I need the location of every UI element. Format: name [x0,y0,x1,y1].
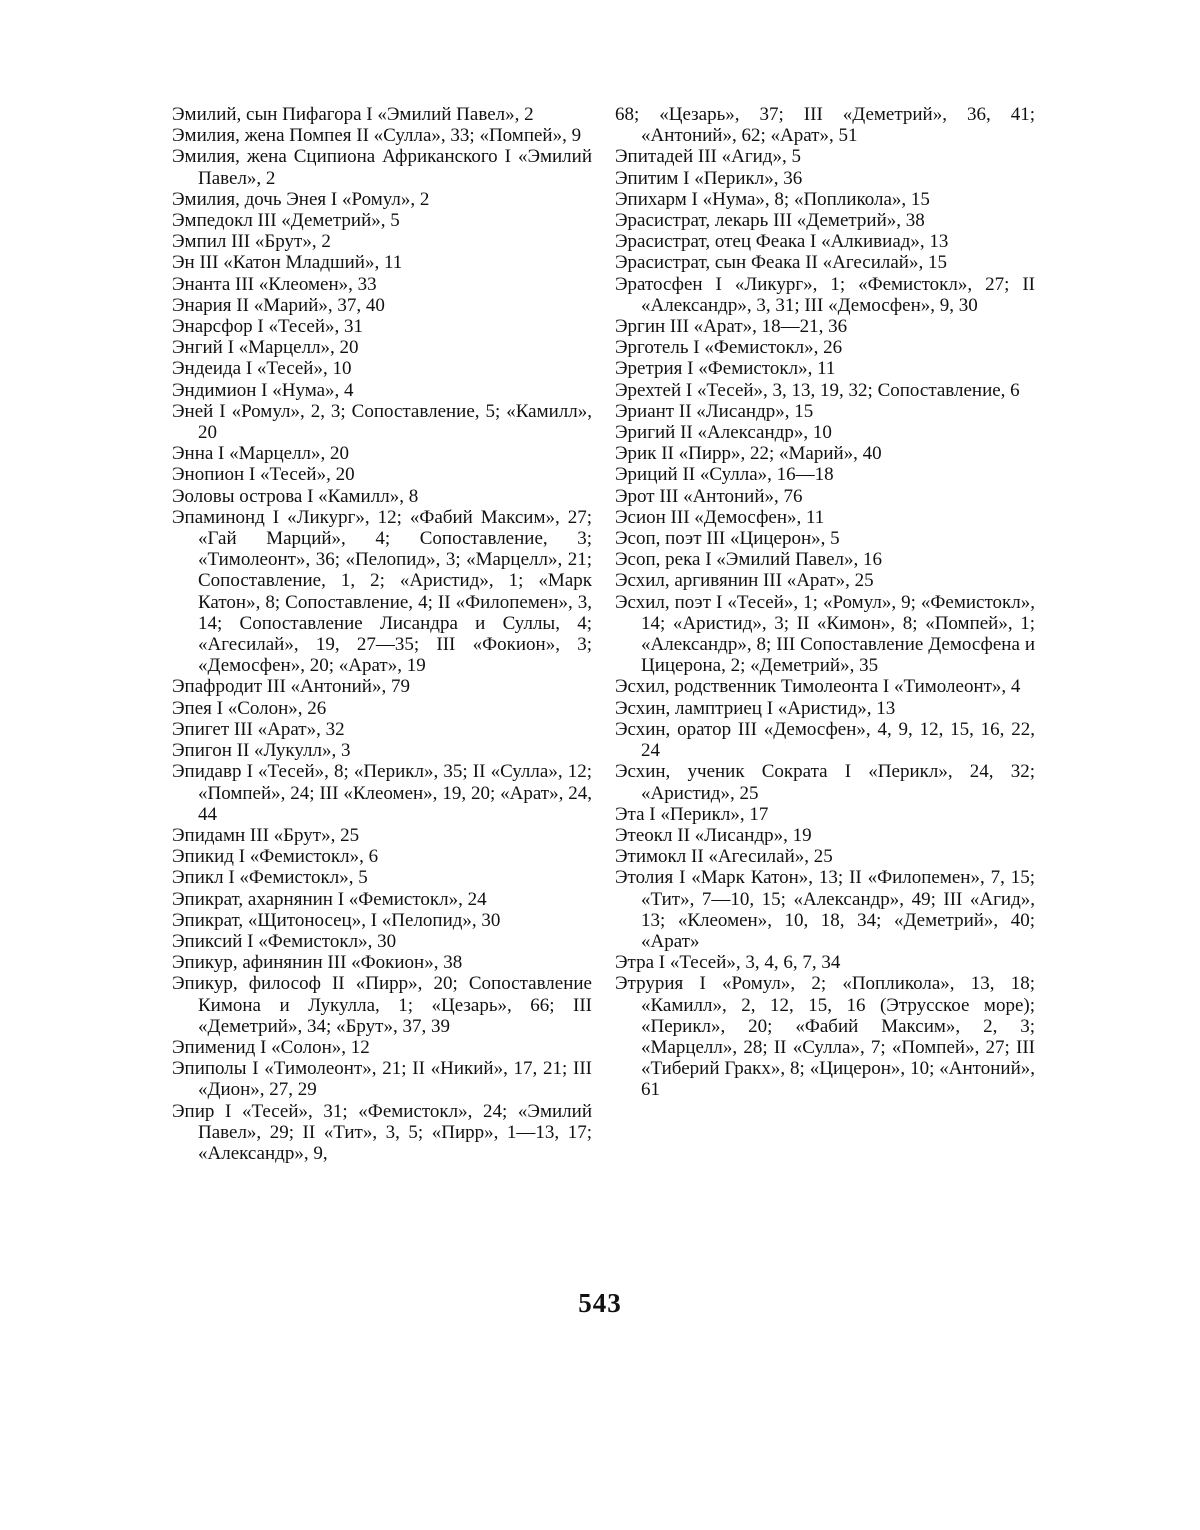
index-column-right [615,104,1035,1101]
index-entry: Эпидамн III «Брут», 25 [172,824,360,846]
index-entry: Эпиксий I «Фемистокл», 30 [172,930,397,952]
index-entry: Эпея I «Солон», 26 [172,697,327,719]
index-entry: Эрехтей I «Тесей», 3, 13, 19, 32; Сопоставление, 6 [615,379,1020,401]
index-entry: Эрасистрат, лекарь III «Деметрий», 38 [615,210,925,232]
index-entry: Этра I «Тесей», 3, 4, 6, 7, 34 [615,952,841,974]
index-entry: Эней I «Ромул», 2, 3; Сопоставление, 5; «Камилл», 20 [172,400,592,444]
index-entry: Эпикид I «Фемистокл», 6 [172,846,379,868]
index-entry: Эпир I «Тесей», 31; «Фемистокл», 24; «Эмилий Павел», 29; II «Тит», 3, 5; «Пирр», 1—13, 17; «Александр», 9, [172,1100,592,1164]
index-entry: Эретрия I «Фемистокл», 11 [615,358,836,380]
index-entry: Эсхил, поэт I «Тесей», 1; «Ромул», 9; «Фемистокл», 14; «Аристид», 3; II «Кимон», 8; «Помпей», 1; «Александр», 8; III Сопоставление Демосфена и Цицерона, 2; «Деметрий», 35 [615,591,1035,677]
index-entry: Эпитадей III «Агид», 5 [615,146,801,168]
index-entry: Эратосфен I «Ликург», 1; «Фемистокл», 27; II «Александр», 3, 31; III «Демосфен», 9, 30 [615,273,1035,316]
index-entry-continuation: 68; «Цезарь», 37; III «Деметрий», 36, 41; «Антоний», 62; «Арат», 51 [615,104,1035,147]
index-entry: Эпитим I «Перикл», 36 [615,167,803,189]
index-entry: Эпидавр I «Тесей», 8; «Перикл», 35; II «Сулла», 12; «Помпей», 24; III «Клеомен», 19, 20; «Арат», 24, 44 [172,761,592,825]
index-entry: Эсоп, поэт III «Цицерон», 5 [615,528,840,550]
index-entry: Энна I «Марцелл», 20 [172,443,350,465]
index-entry: Эмилия, дочь Энея I «Ромул», 2 [172,188,430,210]
page-number: 543 [578,1288,622,1318]
index-entry: Эпикур, афинянин III «Фокион», 38 [172,952,463,974]
index-entry: Эрасистрат, отец Феака I «Алкивиад», 13 [615,231,949,253]
index-entry: Этолия I «Марк Катон», 13; II «Филопемен», 7, 15; «Тит», 7—10, 15; «Александр», 49; III «Агид», 13; «Клеомен», 10, 18, 34; «Деметрий», 40; «Арат» [615,867,1035,952]
index-entry: Эриций II «Сулла», 16—18 [615,464,834,486]
index-entry: Эсхин, ламптриец I «Аристид», 13 [615,697,896,719]
index-entry: Эпикрат, ахарнянин I «Фемистокл», 24 [172,888,487,910]
index-entry: Эрасистрат, сын Феака II «Агесилай», 15 [615,252,947,274]
index-entry: Эпафродит III «Антоний», 79 [172,676,410,698]
index-entry: Эпигет III «Арат», 32 [172,718,345,740]
index-entry: Эсхин, ученик Сократа I «Перикл», 24, 32; «Аристид», 25 [615,761,1035,804]
index-entry: Эсхин, оратор III «Демосфен», 4, 9, 12, 15, 16, 22, 24 [615,718,1035,762]
index-entry: Эмилия, жена Помпея II «Сулла», 33; «Помпей», 9 [172,125,582,147]
index-entry: Энарсфор I «Тесей», 31 [172,316,364,338]
index-entry: Этимокл II «Агесилай», 25 [615,846,833,868]
index-entry: Эпиполы I «Тимолеонт», 21; II «Никий», 17, 21; III «Дион», 27, 29 [172,1058,592,1101]
index-column-left [172,104,592,1164]
index-entry: Эрот III «Антоний», 76 [615,485,803,507]
index-entry: Эпигон II «Лукулл», 3 [172,740,351,762]
index-entry: Этеокл II «Лисандр», 19 [615,824,812,846]
index-entry: Эпаминонд I «Ликург», 12; «Фабий Максим», 27; «Гай Марций», 4; Сопоставление, 3; «Тимолеонт», 36; «Пелопид», 3; «Марцелл», 21; Сопоставление, 1, 2; «Аристид», 1; «Марк Катон», 8; Сопоставление, 4; II «Филопемен», 3, 14; Сопоставление Лисандра и Суллы, 4; «Агесилай», 19, 27—35; III «Фокион», 3; «Демосфен», 20; «Арат», 19 [172,506,592,677]
index-entry: Эмпил III «Брут», 2 [172,231,331,253]
index-entry: Эсион III «Демосфен», 11 [615,506,825,528]
index-entry: Эсхил, родственник Тимолеонта I «Тимолеонт», 4 [615,676,1021,698]
index-entry: Эпикур, философ II «Пирр», 20; Сопоставление Кимона и Лукулла, 1; «Цезарь», 66; III «Деметрий», 34; «Брут», 37, 39 [172,973,592,1037]
index-entry: Эндеида I «Тесей», 10 [172,358,352,380]
index-entry: Энария II «Марий», 37, 40 [172,294,385,316]
index-entry: Эпихарм I «Нума», 8; «Попликола», 15 [615,188,930,210]
index-entry: Энопион I «Тесей», 20 [172,464,355,486]
index-entry: Эмилий, сын Пифагора I «Эмилий Павел», 2 [172,104,534,125]
index-entry: Эндимион I «Нума», 4 [172,379,354,401]
index-entry: Эригий II «Александр», 10 [615,422,832,444]
index-entry: Этрурия I «Ромул», 2; «Попликола», 13, 18; «Камилл», 2, 12, 15, 16 (Этрусское море); «Перикл», 20; «Фабий Максим», 2, 3; «Марцелл», 28; II «Сулла», 7; «Помпей», 27; III «Тиберий Гракх», 8; «Цицерон», 10; «Антоний», 61 [615,973,1035,1101]
index-entry: Эта I «Перикл», 17 [615,803,769,825]
index-entry: Эн III «Катон Младший», 11 [172,252,403,274]
index-entry: Эмпедокл III «Деметрий», 5 [172,210,400,232]
index-entry: Энгий I «Марцелл», 20 [172,337,359,359]
index-entry: Эрик II «Пирр», 22; «Марий», 40 [615,443,882,465]
index-entry: Эсоп, река I «Эмилий Павел», 16 [615,549,883,571]
index-entry: Эргин III «Арат», 18—21, 36 [615,316,848,338]
index-entry: Энанта III «Клеомен», 33 [172,273,377,295]
index-entry: Эмилия, жена Сципиона Африканского I «Эмилий Павел», 2 [172,146,592,189]
index-entry: Эриант II «Лисандр», 15 [615,400,814,422]
index-entry: Эрготель I «Фемистокл», 26 [615,337,843,359]
index-entry: Эпименид I «Солон», 12 [172,1036,370,1058]
index-entry: Эпикл I «Фемистокл», 5 [172,867,368,889]
index-entry: Эоловы острова I «Камилл», 8 [172,485,419,507]
index-entry: Эсхил, аргивянин III «Арат», 25 [615,570,874,592]
index-entry: Эпикрат, «Щитоносец», I «Пелопид», 30 [172,909,501,931]
